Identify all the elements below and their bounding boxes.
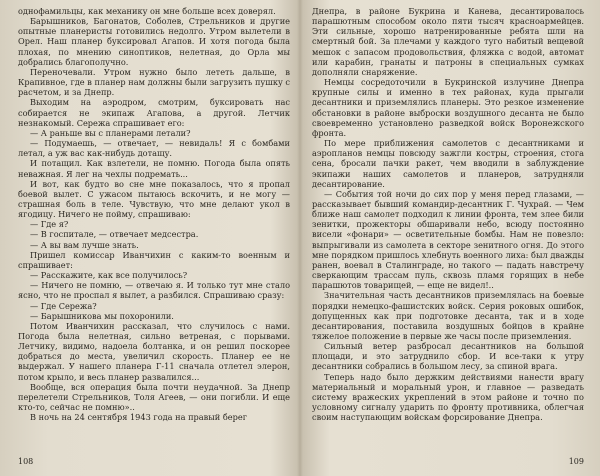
right-page [312, 6, 584, 468]
paragraph: Немцы сосредоточили в Букринской излучине Днепра крупные силы и именно в тех районах, куда прыгали десантники и приземлялись планеры. Это резкое изменение обстановки в районе выброски воздушного десанта не было своевременно установлено разведкой войск Воронежского фронта. [312, 77, 584, 138]
page-number-left: 108 [18, 457, 34, 466]
paragraph: однофамильцы, как механику он мне больше всех доверял. [18, 6, 276, 16]
paragraph: — События той ночи до сих пор у меня перед глазами, — рассказывает бывший командир-десантник Г. Чухрай. — Чем ближе наш самолет подходил к линии фронта, тем злее били зенитки, прожекторы обшаривали небо, всюду постоянно висели «фонари» — осветительные бомбы. Нам не повезло: выпрыгивали из самолета в секторе зенитного огня. До этого мне порядком пришлось хлебнуть военного лиха: был дважды ранен, воевал в Сталинграде, но такого — падать навстречу сверкающим трассам пуль, сквозь пламя горящих в небе парашютов товарищей, — еще не видел!.. [312, 188, 584, 291]
paragraph: Барышников, Багонатов, Соболев, Стрельников и другие опытные планеристы готовились недолго. Утром вылетели в Орел. Наш планер буксировал Агапов. И хотя погода была плохая, по мнению синоптиков, нелетная, до Орла мы добрались благополучно. [18, 16, 290, 67]
paragraph: Значительная часть десантников приземлялась на боевые порядки немецко-фашистских войск. Серия роковых ошибок, допущенных как при подготовке десанта, так и в ходе десантирования, поставила воздушных бойцов в крайне тяжелое положение в первые же часы после приземления. [312, 290, 584, 341]
paragraph: Переночевали. Утром нужно было лететь дальше, в Крапивное, где в планер нам должны были загрузить пушку с расчетом, и за Днепр. [18, 66, 290, 98]
paragraph: Пришел комиссар Иванчихин с каким-то военным и спрашивает: [18, 249, 290, 270]
paragraph: По мере приближения самолетов с десантниками и аэропланов немцы повсюду зажгли костры, строения, стога сена, бросали пачки ракет, чем вводили в заблуждение экипажи наших самолетов и планеров, затрудняли десантирование. [312, 138, 584, 189]
paragraph: Сильный ветер разбросал десантников на большой площади, и это затруднило сбор. И все-таки к утру десантники собрались в большом лесу, за спиной врага. [312, 341, 584, 372]
paragraph: — Подумаешь, — отвечает, — невидаль! Я с бомбами летал, а уж вас как-нибудь дотащу. [18, 138, 290, 159]
paragraph: И вот, как будто во сне мне показалось, что я пропал боевой вылет. С ужасом пытаюсь вскочить, и не могу — страшная боль в теле. Чувствую, что мне делают укол в ягодицу. Ничего не пойму, спрашиваю: [18, 178, 290, 220]
paragraph: — А вы вам лучше знать. [30, 239, 139, 250]
paragraph: — Расскажите, как все получилось? [30, 270, 188, 281]
left-page [18, 6, 290, 468]
paragraph: — Где я? [30, 219, 69, 230]
left-page-text [18, 6, 290, 422]
paragraph: Днепра, в районе Букрина и Канева, десантировалось парашютным способом около пяти тысяч красноармейцев. Эти сильные, хорошо натренированные ребята шли на смертный бой. За плечами у каждого туго набитый вещевой мешок с запасом продовольствия, фляжка с водой, автомат или карабин, гранаты и патроны в специальных сумках дополняли снаряжение. [312, 6, 584, 77]
paragraph: Потом Иванчихин рассказал, что случилось с нами. Погода была нелетная, сильно ветреная, с порывами. Летчику, видимо, надоела болтанка, и он решил поскорее добраться до места, увеличил скорость. Планер ее не выдержал. У нашего планера Г-11 сначала отлетел элерон, потом крыло, и весь планер развалился... [18, 320, 290, 382]
paragraph: И потащил. Как взлетели, не помню. Погода была опять неважная. Я лег на чехлы подремать... [18, 158, 290, 179]
paragraph: — В госпитале, — отвечает медсестра. [30, 229, 199, 240]
paragraph: Выходим на аэродром, смотрим, буксировать нас собирается не экипаж Агапова, а другой. Летчик незнакомый. Сережа спрашивает его: [18, 97, 290, 128]
paragraph: — Ничего не помню, — отвечаю я. И только тут мне стало ясно, что не проспал я вылет, а разбился. Спрашиваю сразу: [18, 280, 290, 301]
paragraph: — А раньше вы с планерами летали? [30, 127, 191, 138]
page-number-right: 109 [568, 457, 584, 466]
paragraph: Вообще, вся операция была почти неудачной. За Днепр перелетели Стрельников, Толя Агеев, — они погибли. И еще кто-то, сейчас не помню».. [18, 381, 290, 413]
paragraph: В ночь на 24 сентября 1943 года на правый берег [30, 412, 248, 423]
paragraph: Теперь надо было держким действиями нанести врагу материальный и моральный урон, и главное — разведать систему вражеских укреплений в этом районе и точно по условному сигналу ударить по фронту противника, облегчая своим наступающим войскам форсирование Днепра. [312, 371, 584, 423]
right-page-text [312, 6, 584, 422]
paragraph: — Где Сережа? [30, 300, 97, 311]
paragraph: — Барышникова мы похоронили. [30, 310, 174, 321]
